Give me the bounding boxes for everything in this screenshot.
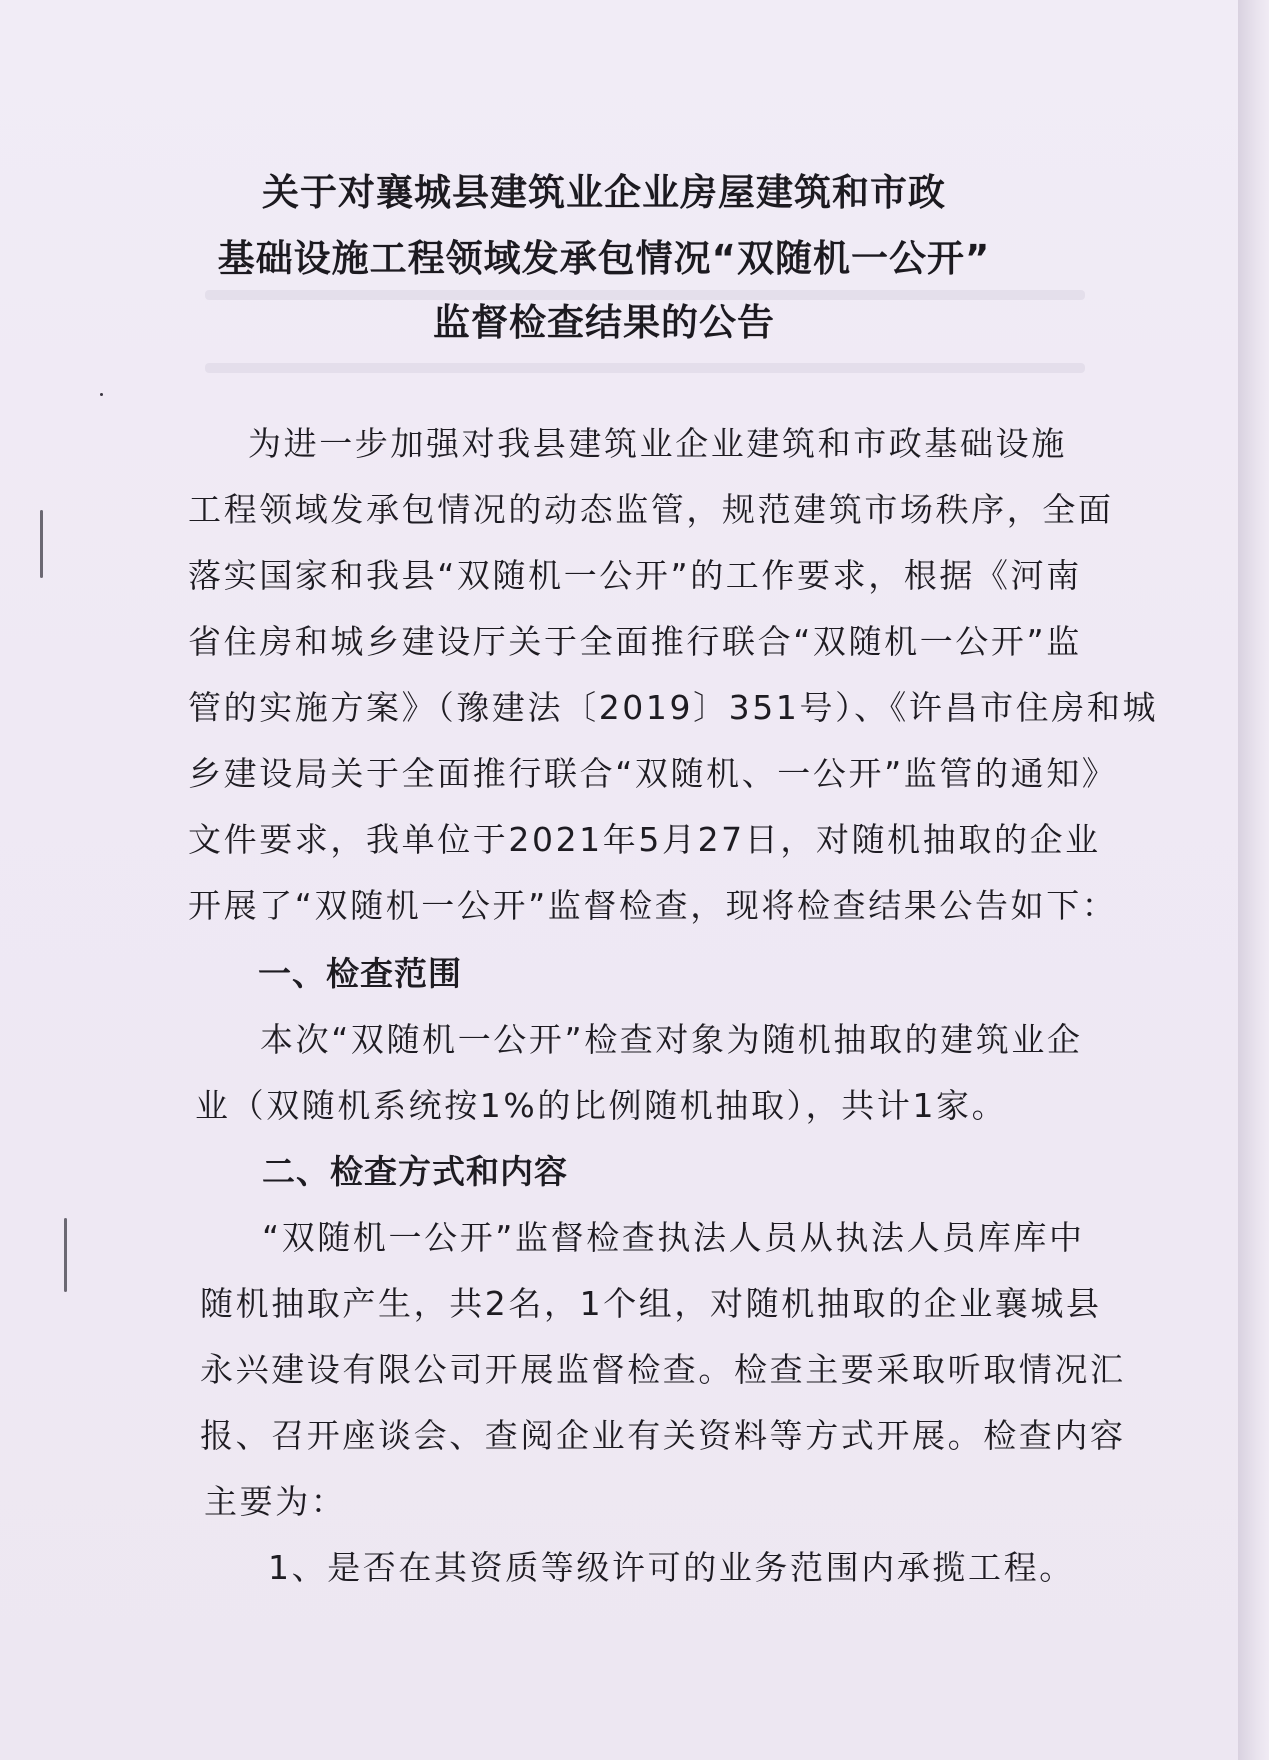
section-1-heading: 一、检查范围 bbox=[258, 954, 462, 993]
intro-line-4: 省住房和城乡建设厅关于全面推行联合“双随机一公开”监 bbox=[188, 622, 1082, 661]
staple-mark bbox=[64, 1218, 67, 1292]
section-2-line-4: 报、召开座谈会、查阅企业有关资料等方式开展。检查内容 bbox=[200, 1416, 1126, 1455]
section-2-heading: 二、检查方式和内容 bbox=[262, 1152, 568, 1191]
section-2-line-1: “双随机一公开”监督检查执法人员从执法人员库库中 bbox=[262, 1218, 1085, 1257]
document-title-line-1: 关于对襄城县建筑业企业房屋建筑和市政 bbox=[262, 171, 946, 214]
bleed-through-mark bbox=[205, 363, 1085, 373]
intro-line-8: 开展了“双随机一公开”监督检查，现将检查结果公告如下： bbox=[188, 886, 1118, 925]
page-edge-shadow bbox=[1238, 0, 1269, 1760]
intro-line-7: 文件要求，我单位于2021年5月27日，对随机抽取的企业 bbox=[188, 820, 1101, 859]
intro-line-3: 落实国家和我县“双随机一公开”的工作要求，根据《河南 bbox=[188, 556, 1082, 595]
intro-line-1: 为进一步加强对我县建筑业企业建筑和市政基础设施 bbox=[248, 424, 1067, 463]
list-item-1: 1、是否在其资质等级许可的业务范围内承揽工程。 bbox=[268, 1548, 1075, 1587]
section-1-line-2: 业（双随机系统按1%的比例随机抽取），共计1家。 bbox=[195, 1086, 1008, 1125]
section-2-line-3: 永兴建设有限公司开展监督检查。检查主要采取听取情况汇 bbox=[200, 1350, 1126, 1389]
document-title-line-2: 基础设施工程领域发承包情况“双随机一公开” bbox=[217, 237, 991, 280]
section-1-line-1: 本次“双随机一公开”检查对象为随机抽取的建筑业企 bbox=[260, 1020, 1083, 1059]
ink-speck bbox=[100, 393, 103, 396]
document-title-line-3: 监督检查结果的公告 bbox=[433, 301, 775, 344]
section-2-line-2: 随机抽取产生，共2名，1个组，对随机抽取的企业襄城县 bbox=[200, 1284, 1102, 1323]
staple-mark bbox=[40, 510, 43, 578]
intro-line-2: 工程领域发承包情况的动态监管，规范建筑市场秩序，全面 bbox=[188, 490, 1114, 529]
section-2-line-5: 主要为： bbox=[204, 1482, 347, 1521]
intro-line-6: 乡建设局关于全面推行联合“双随机、一公开”监管的通知》 bbox=[188, 754, 1118, 793]
intro-line-5: 管的实施方案》（豫建法〔2019〕351号）、《许昌市住房和城 bbox=[188, 688, 1159, 727]
